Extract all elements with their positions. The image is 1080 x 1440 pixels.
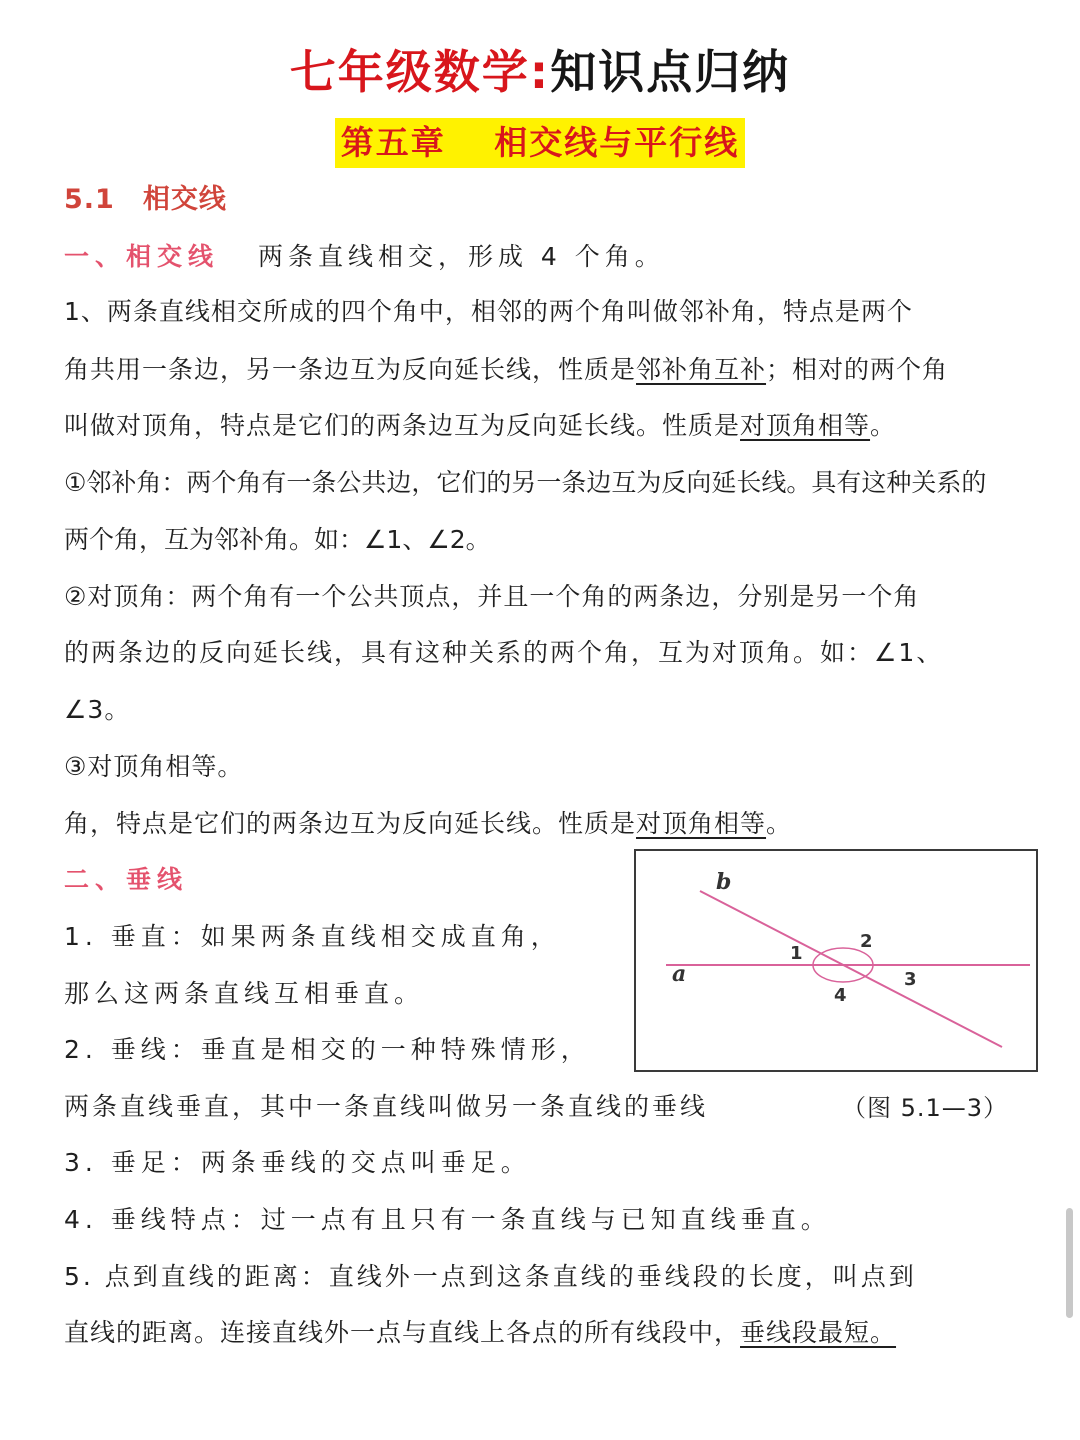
adjacent-line2: 两个角，互为邻补角。如：∠1、∠2。 [64, 525, 491, 554]
p1-line1: 1、两条直线相交所成的四个角中，相邻的两个角叫做邻补角，特点是两个 [64, 297, 913, 326]
repeat-line [64, 804, 792, 844]
p1-line2-b: ；相对的两个角 [766, 355, 949, 384]
label-4: 4 [834, 985, 847, 1006]
repeat-a: 角，特点是它们的两条边互为反向延长线。性质是 [64, 809, 637, 838]
scrollbar-thumb[interactable] [1066, 1208, 1073, 1318]
part1-row [64, 237, 665, 277]
perp-d5b: 直线的距离。连接直线外一点与直线上各点的所有线段中， [64, 1318, 741, 1347]
repeat-underline: 对顶角相等 [636, 809, 767, 838]
title-red: 七年级数学: [289, 45, 551, 99]
perp-d5-underline: 垂线段最短。 [740, 1318, 897, 1347]
chapter-heading-wrap [0, 118, 1080, 168]
perp-d2b: 两条直线垂直，其中一条直线叫做另一条直线的垂线 [64, 1092, 709, 1121]
p1-line2 [64, 350, 948, 390]
vertical-line3: ∠3。 [64, 695, 131, 724]
adjacent-line1: ①邻补角：两个角有一条公共边，它们的另一条边互为反向延长线。具有这种关系的 [64, 468, 987, 497]
label-b: b [716, 869, 732, 895]
figure-caption: （图 5.1—3） [842, 1094, 1009, 1122]
line-b [700, 891, 1002, 1047]
perp-d5b-row [64, 1313, 896, 1353]
p1-line3-underline: 对顶角相等 [740, 411, 871, 440]
p1-line2-a: 角共用一条边，另一条边互为反向延长线，性质是 [64, 355, 637, 384]
vertical-line2: 的两条边的反向延长线，具有这种关系的两个角，互为对顶角。如：∠1、 [64, 638, 944, 667]
label-a: a [672, 961, 687, 987]
section-heading: 5.1 相交线 [64, 184, 227, 215]
item3-line: ③对顶角相等。 [64, 752, 244, 781]
figure-svg [636, 851, 1036, 1070]
perp-d5a: 5. 点到直线的距离：直线外一点到这条直线的垂线段的长度，叫点到 [64, 1262, 917, 1291]
label-1: 1 [790, 943, 803, 964]
p1-line3 [64, 406, 896, 446]
label-2: 2 [860, 931, 873, 952]
part1-text: 两条直线相交，形成 4 个角。 [257, 242, 665, 271]
perp-d2a: 2. 垂线：垂直是相交的一种特殊情形， [64, 1035, 591, 1064]
repeat-b: 。 [766, 809, 793, 838]
chapter-heading: 第五章 相交线与平行线 [335, 118, 746, 168]
perp-d3: 3. 垂足：两条垂线的交点叫垂足。 [64, 1148, 531, 1177]
p1-line2-underline: 邻补角互补 [636, 355, 767, 384]
intersecting-lines-figure [634, 849, 1038, 1072]
p1-line3-a: 叫做对顶角，特点是它们的两条边互为反向延长线。性质是 [64, 411, 741, 440]
part1-heading: 一、相交线 [64, 242, 220, 271]
title-black: 知识点归纳 [550, 45, 791, 99]
page-title [0, 40, 1080, 104]
perp-d4: 4. 垂线特点：过一点有且只有一条直线与已知直线垂直。 [64, 1205, 831, 1234]
label-3: 3 [904, 969, 917, 990]
part2-heading: 二、垂线 [64, 865, 189, 894]
perp-d1b: 那么这两条直线互相垂直。 [64, 979, 425, 1008]
p1-line3-b: 。 [870, 411, 897, 440]
perp-d1a: 1. 垂直：如果两条直线相交成直角， [64, 922, 561, 951]
vertical-line1: ②对顶角：两个角有一个公共顶点，并且一个角的两条边，分别是另一个角 [64, 582, 920, 611]
